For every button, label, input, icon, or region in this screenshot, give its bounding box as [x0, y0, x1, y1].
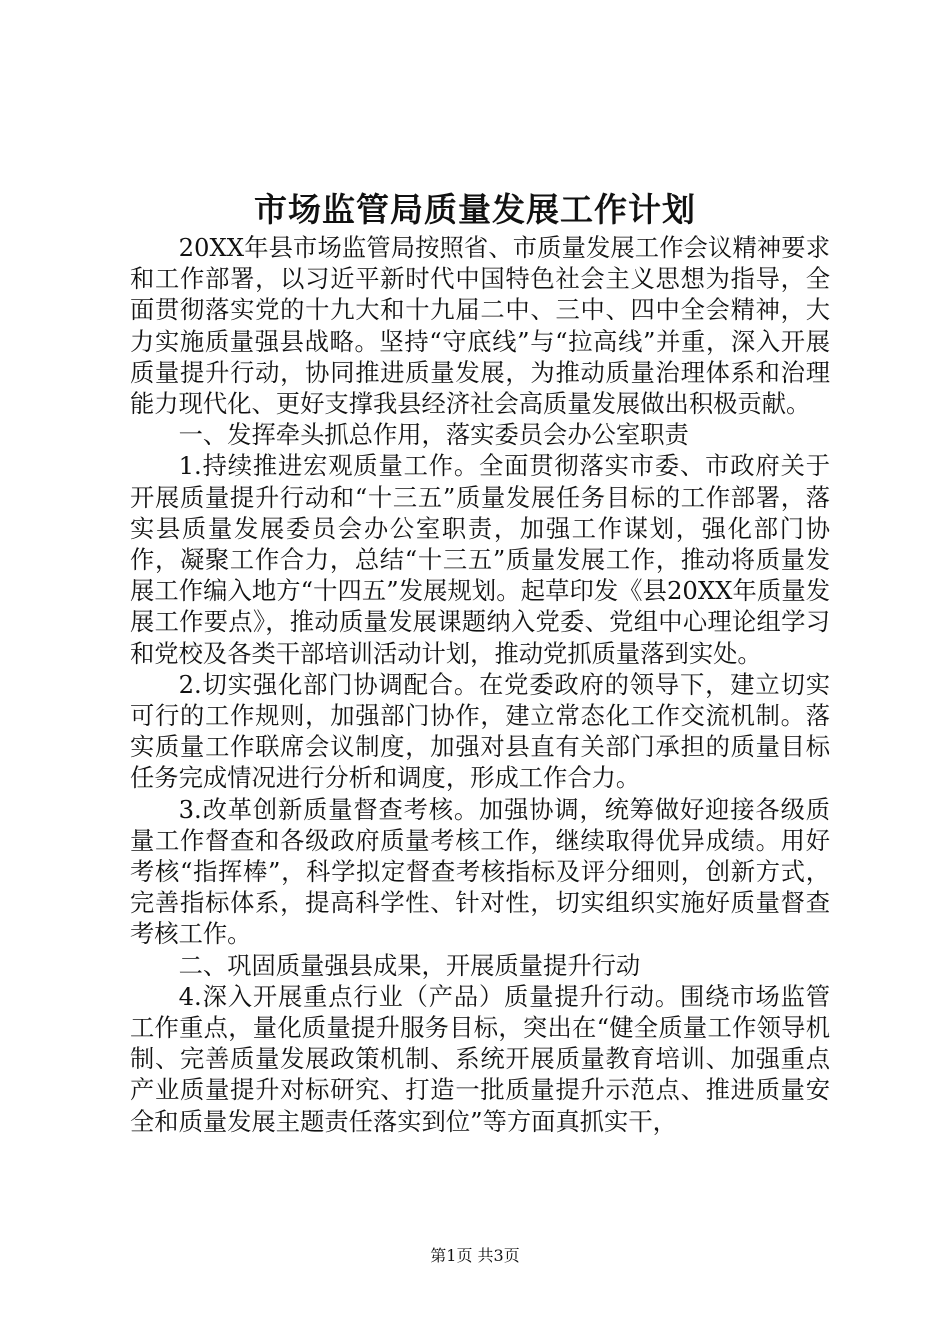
- section-heading-1: 一、发挥牵头抓总作用，落实委员会办公室职责: [178, 420, 689, 450]
- document-title: 市场监管局质量发展工作计划: [254, 190, 696, 229]
- section-heading-2: 二、巩固质量强县成果，开展质量提升行动: [178, 950, 641, 980]
- paragraph-item-4: 4.深入开展重点行业（产品）质量提升行动。围绕市场监管工作重点，量化质量提升服务目标，突出在“健全质量工作领导机制、完善质量发展政策机制、系统开展质量教育培训、加强重点产业质量提升对标研究、打造一批质量提升示范点、推进质量安全和质量发展主题责任落实到位”等方面真抓实干，: [130, 981, 830, 1136]
- paragraph-item-1: 1.持续推进宏观质量工作。全面贯彻落实市委、市政府关于开展质量提升行动和“十三五”质量发展任务目标的工作部署，落实县质量发展委员会办公室职责，加强工作谋划，强化部门协作，凝聚工作合力，总结“十三五”质量发展工作，推动将质量发展工作编入地方“十四五”发展规划。起草印发《县20XX年质量发展工作要点》，推动质量发展课题纳入党委、党组中心理论组学习和党校及各类干部培训活动计划，推动党抓质量落到实处。: [130, 451, 830, 668]
- paragraph-item-3: 3.改革创新质量督查考核。加强协调，统筹做好迎接各级质量工作督查和各级政府质量考核工作，继续取得优异成绩。用好考核“指挥棒”，科学拟定督查考核指标及评分细则，创新方式，完善指标体系，提高科学性、针对性，切实组织实施好质量督查考核工作。: [130, 794, 830, 949]
- document-body: [130, 232, 830, 1137]
- intro-paragraph: 20XX年县市场监管局按照省、市质量发展工作会议精神要求和工作部署，以习近平新时代中国特色社会主义思想为指导，全面贯彻落实党的十九大和十九届二中、三中、四中全会精神，大力实施质量强县战略。坚持“守底线”与“拉高线”并重，深入开展质量提升行动，协同推进质量发展，为推动质量治理体系和治理能力现代化、更好支撑我县经济社会高质量发展做出积极贡献。: [130, 233, 830, 419]
- paragraph-item-2: 2.切实强化部门协调配合。在党委政府的领导下，建立切实可行的工作规则，加强部门协作，建立常态化工作交流机制。落实质量工作联席会议制度，加强对县直有关部门承担的质量目标任务完成情况进行分析和调度，形成工作合力。: [130, 669, 830, 793]
- page-footer: 第1页 共3页: [430, 1246, 520, 1265]
